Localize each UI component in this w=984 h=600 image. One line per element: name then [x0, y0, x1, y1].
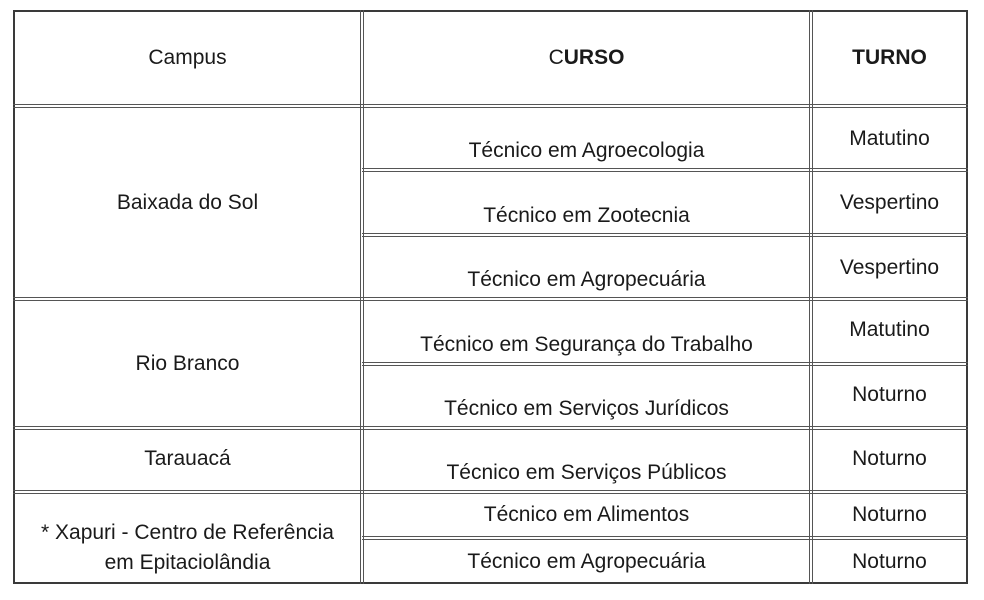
turno-label: Noturno [852, 447, 927, 470]
header-campus [15, 12, 360, 104]
header-campus-label: Campus [148, 46, 227, 69]
course-cell [364, 430, 809, 490]
course-cell [364, 366, 809, 426]
turno-cell [813, 430, 966, 490]
turno-label: Noturno [852, 503, 927, 526]
campus-tarauaca [15, 430, 360, 490]
campus-rio-branco [15, 301, 360, 426]
campus-label: Rio Branco [135, 351, 240, 375]
turno-label: Vespertino [839, 191, 940, 214]
campus-label: Tarauacá [144, 447, 231, 470]
turno-label: Matutino [849, 318, 930, 341]
header-curso-rest: URSO [563, 46, 625, 69]
turno-cell [813, 366, 966, 426]
header-curso [364, 12, 809, 104]
course-label: Técnico em Alimentos [483, 503, 690, 526]
turno-cell [813, 172, 966, 233]
header-curso-first-letter: C [548, 46, 564, 69]
turno-cell [813, 237, 966, 297]
turno-label: Matutino [849, 127, 930, 150]
course-cell [364, 108, 809, 168]
campus-label-line2: em Epitaciolândia [104, 551, 271, 574]
turno-cell [813, 540, 966, 584]
course-label: Técnico em Zootecnia [483, 204, 690, 227]
course-cell [364, 494, 809, 536]
course-cell [364, 301, 809, 362]
turno-cell [813, 494, 966, 536]
course-label: Técnico em Agropecuária [467, 550, 706, 573]
turno-label: Vespertino [839, 256, 940, 279]
turno-cell [813, 108, 966, 168]
course-cell [364, 540, 809, 584]
course-label: Técnico em Agropecuária [467, 268, 706, 291]
header-curso-label [549, 43, 625, 73]
course-cell [364, 237, 809, 297]
course-label: Técnico em Segurança do Trabalho [420, 333, 753, 356]
course-label: Técnico em Serviços Jurídicos [444, 397, 729, 420]
turno-cell [813, 301, 966, 362]
campus-label: Baixada do Sol [116, 190, 259, 214]
campus-label-line1: * Xapuri - Centro de Referência [41, 521, 334, 544]
campus-xapuri [15, 494, 360, 584]
turno-label: Noturno [852, 550, 927, 573]
course-label: Técnico em Agroecologia [468, 139, 705, 162]
course-label: Técnico em Serviços Públicos [446, 461, 727, 484]
header-turno [813, 12, 966, 104]
turno-label: Noturno [852, 383, 927, 406]
course-cell [364, 172, 809, 233]
header-turno-label: TURNO [852, 46, 927, 69]
campus-baixada-do-sol [15, 108, 360, 297]
